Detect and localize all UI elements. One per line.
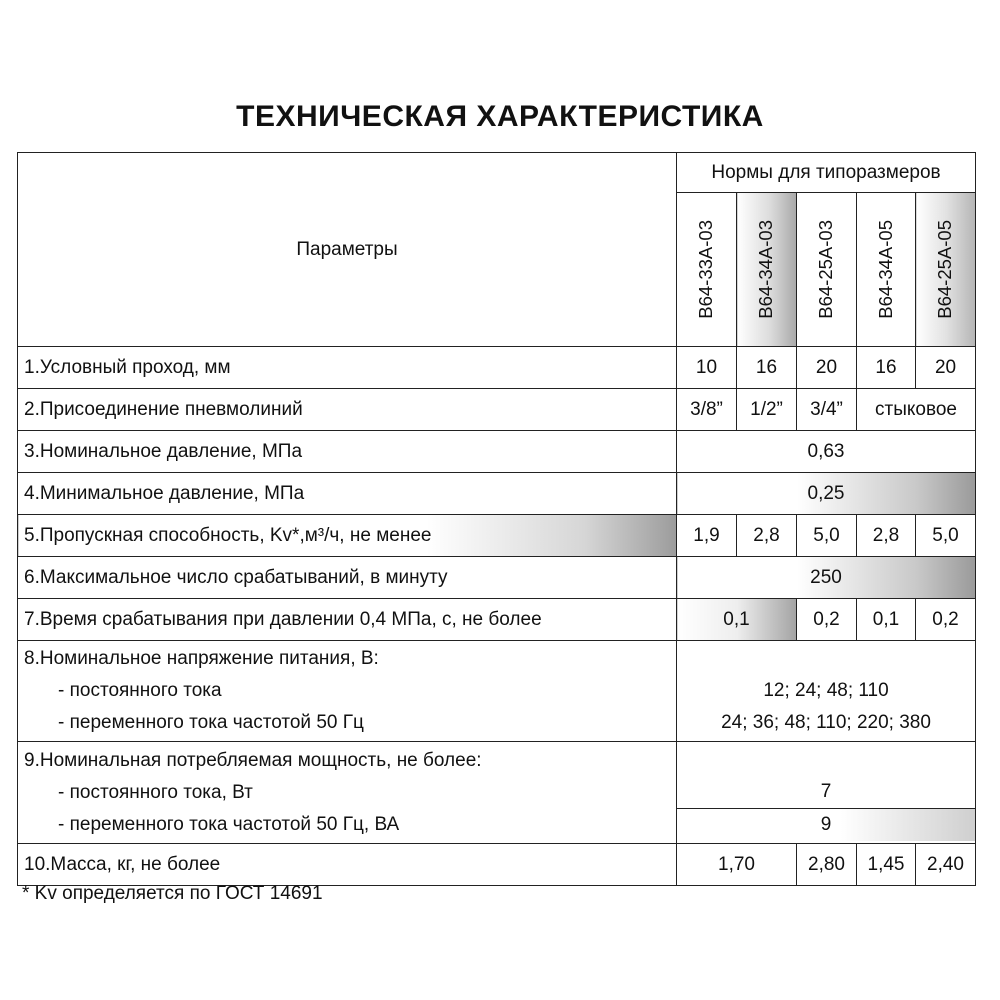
row-label: 3.Номинальное давление, МПа bbox=[18, 431, 677, 473]
cell-value: 2,40 bbox=[916, 844, 976, 886]
spec-table bbox=[17, 152, 976, 886]
cell-value: 0,63 bbox=[677, 431, 976, 473]
cell-value: 1,70 bbox=[677, 844, 797, 886]
table-row bbox=[18, 557, 976, 599]
cell-value: 1,9 bbox=[677, 515, 737, 557]
cell-value: 7 bbox=[820, 781, 832, 802]
row-label: 2.Присоединение пневмолиний bbox=[18, 389, 677, 431]
model-header bbox=[797, 193, 857, 347]
norms-header: Нормы для типоразмеров bbox=[677, 153, 976, 193]
table-row bbox=[18, 473, 976, 515]
cell-value: 12; 24; 48; 110 bbox=[763, 680, 889, 701]
params-header: Параметры bbox=[18, 153, 677, 347]
cell-value: 16 bbox=[737, 347, 797, 389]
cell-value: 1/2” bbox=[737, 389, 797, 431]
row-label: 4.Минимальное давление, МПа bbox=[18, 473, 677, 515]
cell-value: 16 bbox=[857, 347, 916, 389]
cell-value: 0,2 bbox=[797, 599, 857, 641]
cell-value: 10 bbox=[677, 347, 737, 389]
table-row bbox=[18, 347, 976, 389]
page-title: ТЕХНИЧЕСКАЯ ХАРАКТЕРИСТИКА bbox=[236, 100, 764, 133]
model-label: В64-33А-03 bbox=[695, 220, 717, 319]
cell-value: 5,0 bbox=[916, 515, 976, 557]
cell-value: 24; 36; 48; 110; 220; 380 bbox=[721, 712, 931, 733]
table-row bbox=[18, 389, 976, 431]
cell-value: 0,1 bbox=[677, 599, 797, 641]
table-row bbox=[18, 844, 976, 886]
model-header bbox=[916, 193, 976, 347]
cell-value: 3/4” bbox=[797, 389, 857, 431]
row-label: 8.Номинальное напряжение питания, В: bbox=[24, 648, 379, 669]
sub-label: - переменного тока частотой 50 Гц bbox=[58, 712, 364, 733]
cell-value: 2,8 bbox=[737, 515, 797, 557]
sub-label: - постоянного тока, Вт bbox=[58, 781, 253, 803]
cell-value: 0,1 bbox=[857, 599, 916, 641]
cell-value: 0,2 bbox=[916, 599, 976, 641]
model-label: В64-34А-05 bbox=[874, 220, 896, 319]
model-label: В64-25А-03 bbox=[815, 220, 837, 319]
model-header bbox=[857, 193, 916, 347]
cell-value: 2,80 bbox=[797, 844, 857, 886]
row-label: 1.Условный проход, мм bbox=[18, 347, 677, 389]
cell-value: 20 bbox=[797, 347, 857, 389]
model-label: В64-34А-03 bbox=[755, 220, 777, 319]
table-row bbox=[18, 641, 976, 742]
model-label: В64-25А-05 bbox=[934, 220, 956, 319]
model-header bbox=[737, 193, 797, 347]
cell-value: 3/8” bbox=[677, 389, 737, 431]
cell-value: 9 bbox=[677, 808, 975, 841]
row-label: 9.Номинальная потребляемая мощность, не более: bbox=[24, 749, 482, 771]
row-label: 7.Время срабатывания при давлении 0,4 МПа, с, не более bbox=[18, 599, 677, 641]
cell-value: 2,8 bbox=[857, 515, 916, 557]
row-label: 10.Масса, кг, не более bbox=[18, 844, 677, 886]
model-header bbox=[677, 193, 737, 347]
row-label: 6.Максимальное число срабатываний, в минуту bbox=[18, 557, 677, 599]
table-row bbox=[18, 515, 976, 557]
sub-label: - постоянного тока bbox=[58, 680, 222, 701]
cell-value: 1,45 bbox=[857, 844, 916, 886]
table-row bbox=[18, 599, 976, 641]
cell-value: 20 bbox=[916, 347, 976, 389]
table-row bbox=[18, 431, 976, 473]
row-label: 5.Пропускная способность, Kv*,м³/ч, не менее bbox=[18, 515, 677, 557]
footnote: * Kv определяется по ГОСТ 14691 bbox=[22, 883, 323, 904]
sub-label: - переменного тока частотой 50 Гц, ВА bbox=[58, 813, 400, 835]
cell-value: 0,25 bbox=[677, 473, 976, 515]
cell-value: 5,0 bbox=[797, 515, 857, 557]
table-row bbox=[18, 742, 976, 844]
cell-value: стыковое bbox=[857, 389, 976, 431]
cell-value: 250 bbox=[677, 557, 976, 599]
